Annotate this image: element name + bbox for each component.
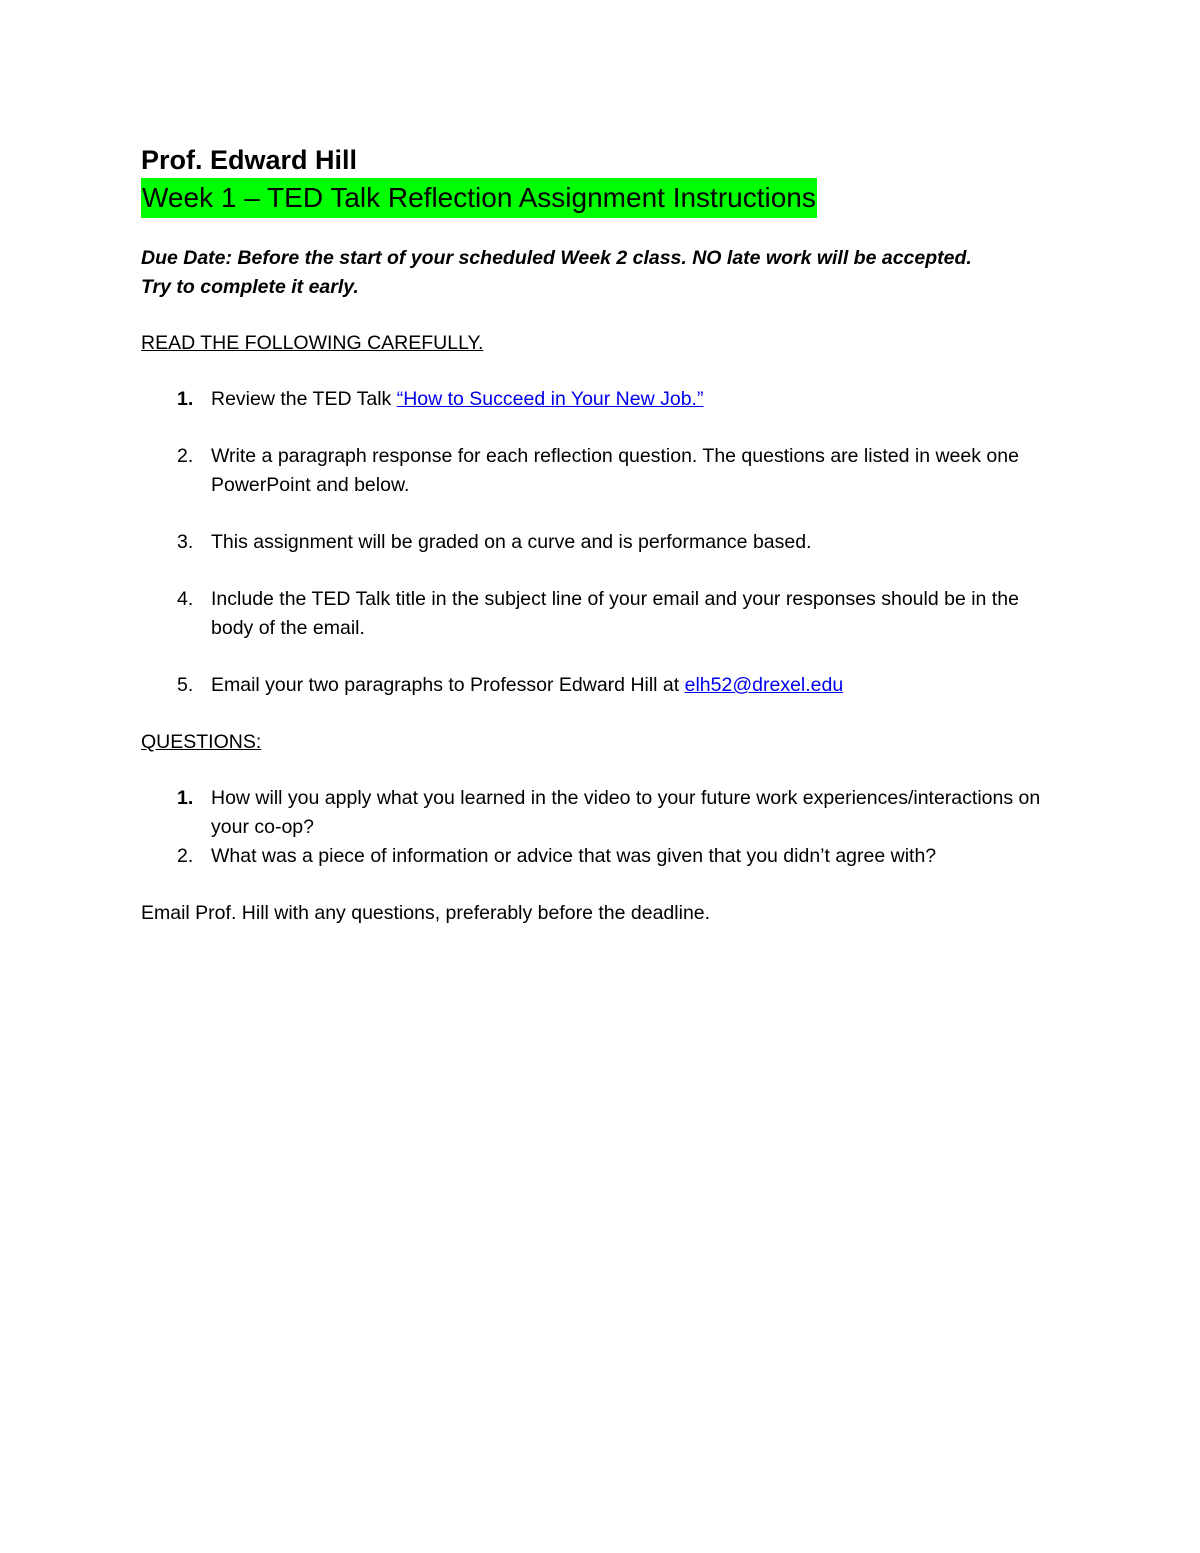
ted-talk-link[interactable]: “How to Succeed in Your New Job.” bbox=[396, 388, 704, 410]
step-number: 4. bbox=[177, 588, 194, 610]
assignment-title: Week 1 – TED Talk Reflection Assignment Instructions bbox=[141, 178, 817, 218]
question-text: How will you apply what you learned in the video to your future work experiences/interactions on your co-op? bbox=[211, 787, 1041, 838]
instructions-list bbox=[141, 385, 1061, 700]
step-text: Review the TED Talk bbox=[211, 388, 397, 410]
step-text: Write a paragraph response for each reflection question. The questions are listed in week one PowerPoint and below. bbox=[211, 445, 1019, 496]
step-text: Include the TED Talk title in the subject line of your email and your responses should be in the body of the email. bbox=[211, 588, 1019, 639]
professor-name: Prof. Edward Hill bbox=[141, 145, 358, 175]
instruction-step-5 bbox=[141, 671, 1061, 700]
instructions-heading-text: READ THE FOLLOWING CAREFULLY bbox=[141, 332, 478, 354]
question-number: 1. bbox=[177, 787, 194, 809]
due-date-note bbox=[141, 244, 1061, 302]
question-number: 2. bbox=[177, 845, 194, 867]
instruction-step-3 bbox=[141, 528, 1061, 557]
instructions-heading-suffix: . bbox=[478, 332, 484, 354]
question-1 bbox=[141, 784, 1061, 842]
due-date-line-2: Try to complete it early. bbox=[141, 276, 359, 298]
closing-note: Email Prof. Hill with any questions, preferably before the deadline. bbox=[141, 902, 711, 924]
step-number: 5. bbox=[177, 674, 194, 696]
email-link[interactable]: elh52@drexel.edu bbox=[684, 674, 844, 696]
questions-list bbox=[141, 784, 1061, 871]
question-text: What was a piece of information or advice that was given that you didn’t agree with? bbox=[211, 845, 937, 867]
questions-heading: QUESTIONS: bbox=[141, 731, 262, 753]
step-number: 3. bbox=[177, 531, 194, 553]
question-2 bbox=[141, 842, 1061, 871]
instruction-step-1 bbox=[141, 385, 1061, 414]
step-number: 1. bbox=[177, 388, 194, 410]
step-number: 2. bbox=[177, 445, 194, 467]
step-text: Email your two paragraphs to Professor Edward Hill at bbox=[211, 674, 685, 696]
instructions-heading bbox=[141, 329, 1061, 358]
instruction-step-2 bbox=[141, 442, 1061, 500]
instruction-step-4 bbox=[141, 585, 1061, 643]
step-text: This assignment will be graded on a curve and is performance based. bbox=[211, 531, 812, 553]
document-page bbox=[141, 142, 1061, 928]
title-line bbox=[141, 178, 1061, 218]
due-date-line-1: Due Date: Before the start of your scheduled Week 2 class. NO late work will be accepted. bbox=[141, 247, 972, 269]
